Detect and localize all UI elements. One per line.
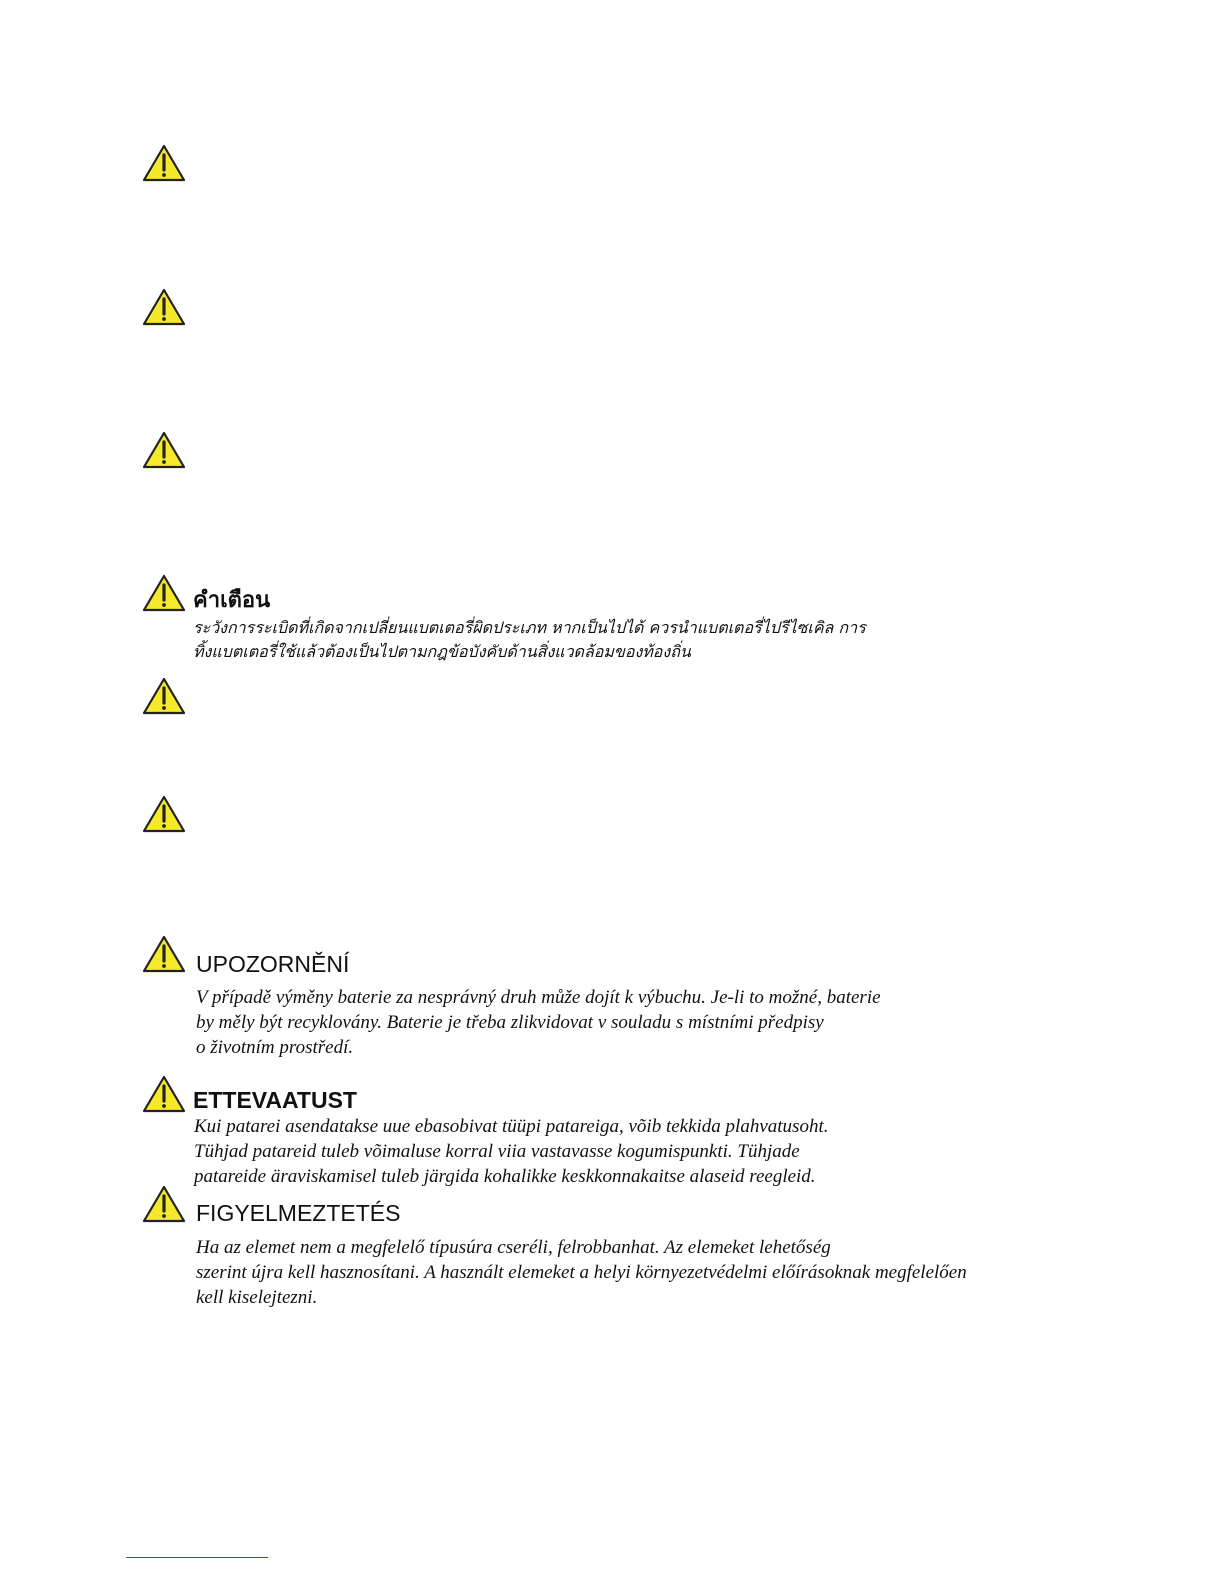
warning-triangle-icon [141,573,187,613]
warning-line: szerint újra kell hasznosítani. A használt elemeket a helyi környezetvédelmi előírásoknak megfelelően [196,1262,967,1283]
warning-text-thai [193,616,866,664]
warning-line: by měly být recyklovány. Baterie je třeba zlikvidovat v souladu s místními předpisy [196,1012,824,1033]
warning-triangle-icon [141,430,187,470]
warning-line: ทิ้งแบตเตอรี่ใช้แล้วต้องเป็นไปตามกฎข้อบังคับด้านสิ่งแวดล้อมของท้องถิ่น [193,642,691,661]
warning-triangle-icon [141,794,187,834]
warning-text-czech [196,985,881,1060]
warning-triangle-icon [141,143,187,183]
warning-line: ระวังการระเบิดที่เกิดจากเปลี่ยนแบตเตอรี่ผิดประเภท หากเป็นไปได้ ควรนำแบตเตอรี่ไปรีไซเคิล การ [193,618,866,637]
warning-line: Kui patarei asendatakse uue ebasobivat tüüpi patareiga, võib tekkida plahvatusoht. [194,1116,829,1137]
warning-heading-estonian: ETTEVAATUST [193,1087,357,1113]
warning-text-hungarian [196,1235,967,1310]
warning-text-estonian [194,1114,828,1189]
warning-triangle-icon [141,1074,187,1114]
warning-triangle-icon [141,1184,187,1224]
footer-rule [126,1557,268,1558]
warning-heading-thai: คำเตือน [193,588,271,613]
warning-line: patareide äraviskamisel tuleb järgida kohalikke keskkonnakaitse alaseid reegleid. [194,1166,816,1187]
warning-triangle-icon [141,287,187,327]
warning-heading-czech: UPOZORNĚNÍ [196,951,350,977]
warning-line: o životním prostředí. [196,1037,354,1058]
warning-line: kell kiselejtezni. [196,1287,318,1308]
warning-line: Ha az elemet nem a megfelelő típusúra cseréli, felrobbanhat. Az elemeket lehetőség [196,1237,831,1258]
warning-triangle-icon [141,676,187,716]
warning-heading-hungarian: FIGYELMEZTETÉS [196,1200,401,1226]
warning-line: Tühjad patareid tuleb võimaluse korral viia vastavasse kogumispunkti. Tühjade [194,1141,800,1162]
warning-triangle-icon [141,934,187,974]
warning-line: V případě výměny baterie za nesprávný druh může dojít k výbuchu. Je-li to možné, baterie [196,987,881,1008]
